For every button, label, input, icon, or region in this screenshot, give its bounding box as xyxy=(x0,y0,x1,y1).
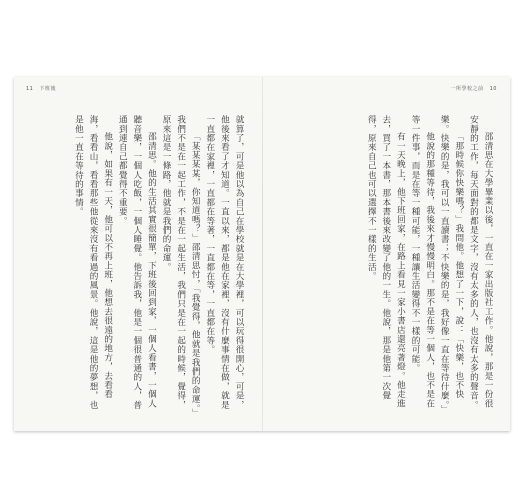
paragraph: 「某某某某，你知道嗎？」邵清思忖，「我覺得，他就是我們的命運。」我們不是在一起工作，不是在一起生活，我們只是在一起的時候，覺得，原來這是一條路，他就是我們的命運。 xyxy=(161,115,201,414)
right-page-running-title: 一所學校之前 xyxy=(450,86,484,92)
paragraph: 他說的那種等待，我後來才慢慢明白。那不是在等一個人，也不是在等一件事，而是在等一種可能，一種讓生活變得不一樣的可能。 xyxy=(410,115,435,409)
right-page xyxy=(263,77,511,431)
left-page-header xyxy=(26,85,56,92)
paragraph: 他說，如果有一天，他可以不再上班，他想去很遠的地方，去看看海，看看山，看看那些他從來沒有看過的風景。他說，這是他的夢想，也是他一直在等待的事情。 xyxy=(73,115,113,410)
left-page-number: 11 xyxy=(26,86,34,92)
left-page-running-title: 下班後 xyxy=(39,86,56,92)
paragraph: 有一天晚上，他下班回家，在路上看見一家小書店還亮著燈。他走進去，買了一本書，那本書後來改變了他的一生。他說，那是他第一次覺得，原來自己也可以選擇不一樣的生活。 xyxy=(366,115,406,409)
paragraph: 邵清思。他的生活其實很簡單，下班後回到家，一個人看書，一個人聽音樂，一個人吃飯，一個人睡覺。他告訴我，他是一個很普通的人，普通到連自己都覺得不重要。 xyxy=(117,115,157,410)
paragraph: 邵清思在大學畢業以後，一直在一家出版社工作。他說，那是一份很安靜的工作，每天面對的都是文字，沒有太多的人，也沒有太多的聲音。 xyxy=(468,115,493,410)
paragraph: 「那時候你快樂嗎？」我問他。他想了一下，說：「快樂，也不快樂。快樂的是，我可以一直讀書；不快樂的是，我好像一直在等待什麼。」 xyxy=(439,115,464,415)
right-page-header xyxy=(451,85,497,92)
paragraph: 就算了，可是他以為自己在學校就是在大學裡，可以玩得很開心，可是，他後來看了才知道。一直以來，都是他在家裡，沒有什麼事情在做，就是一直都在家裡，一直都在等著，一直都在等，一直都在等。 xyxy=(204,115,244,410)
right-page-number: 10 xyxy=(489,86,497,92)
left-page xyxy=(14,77,262,431)
right-page-body xyxy=(279,115,495,415)
left-page-body xyxy=(30,115,246,415)
book-spread xyxy=(14,77,510,431)
